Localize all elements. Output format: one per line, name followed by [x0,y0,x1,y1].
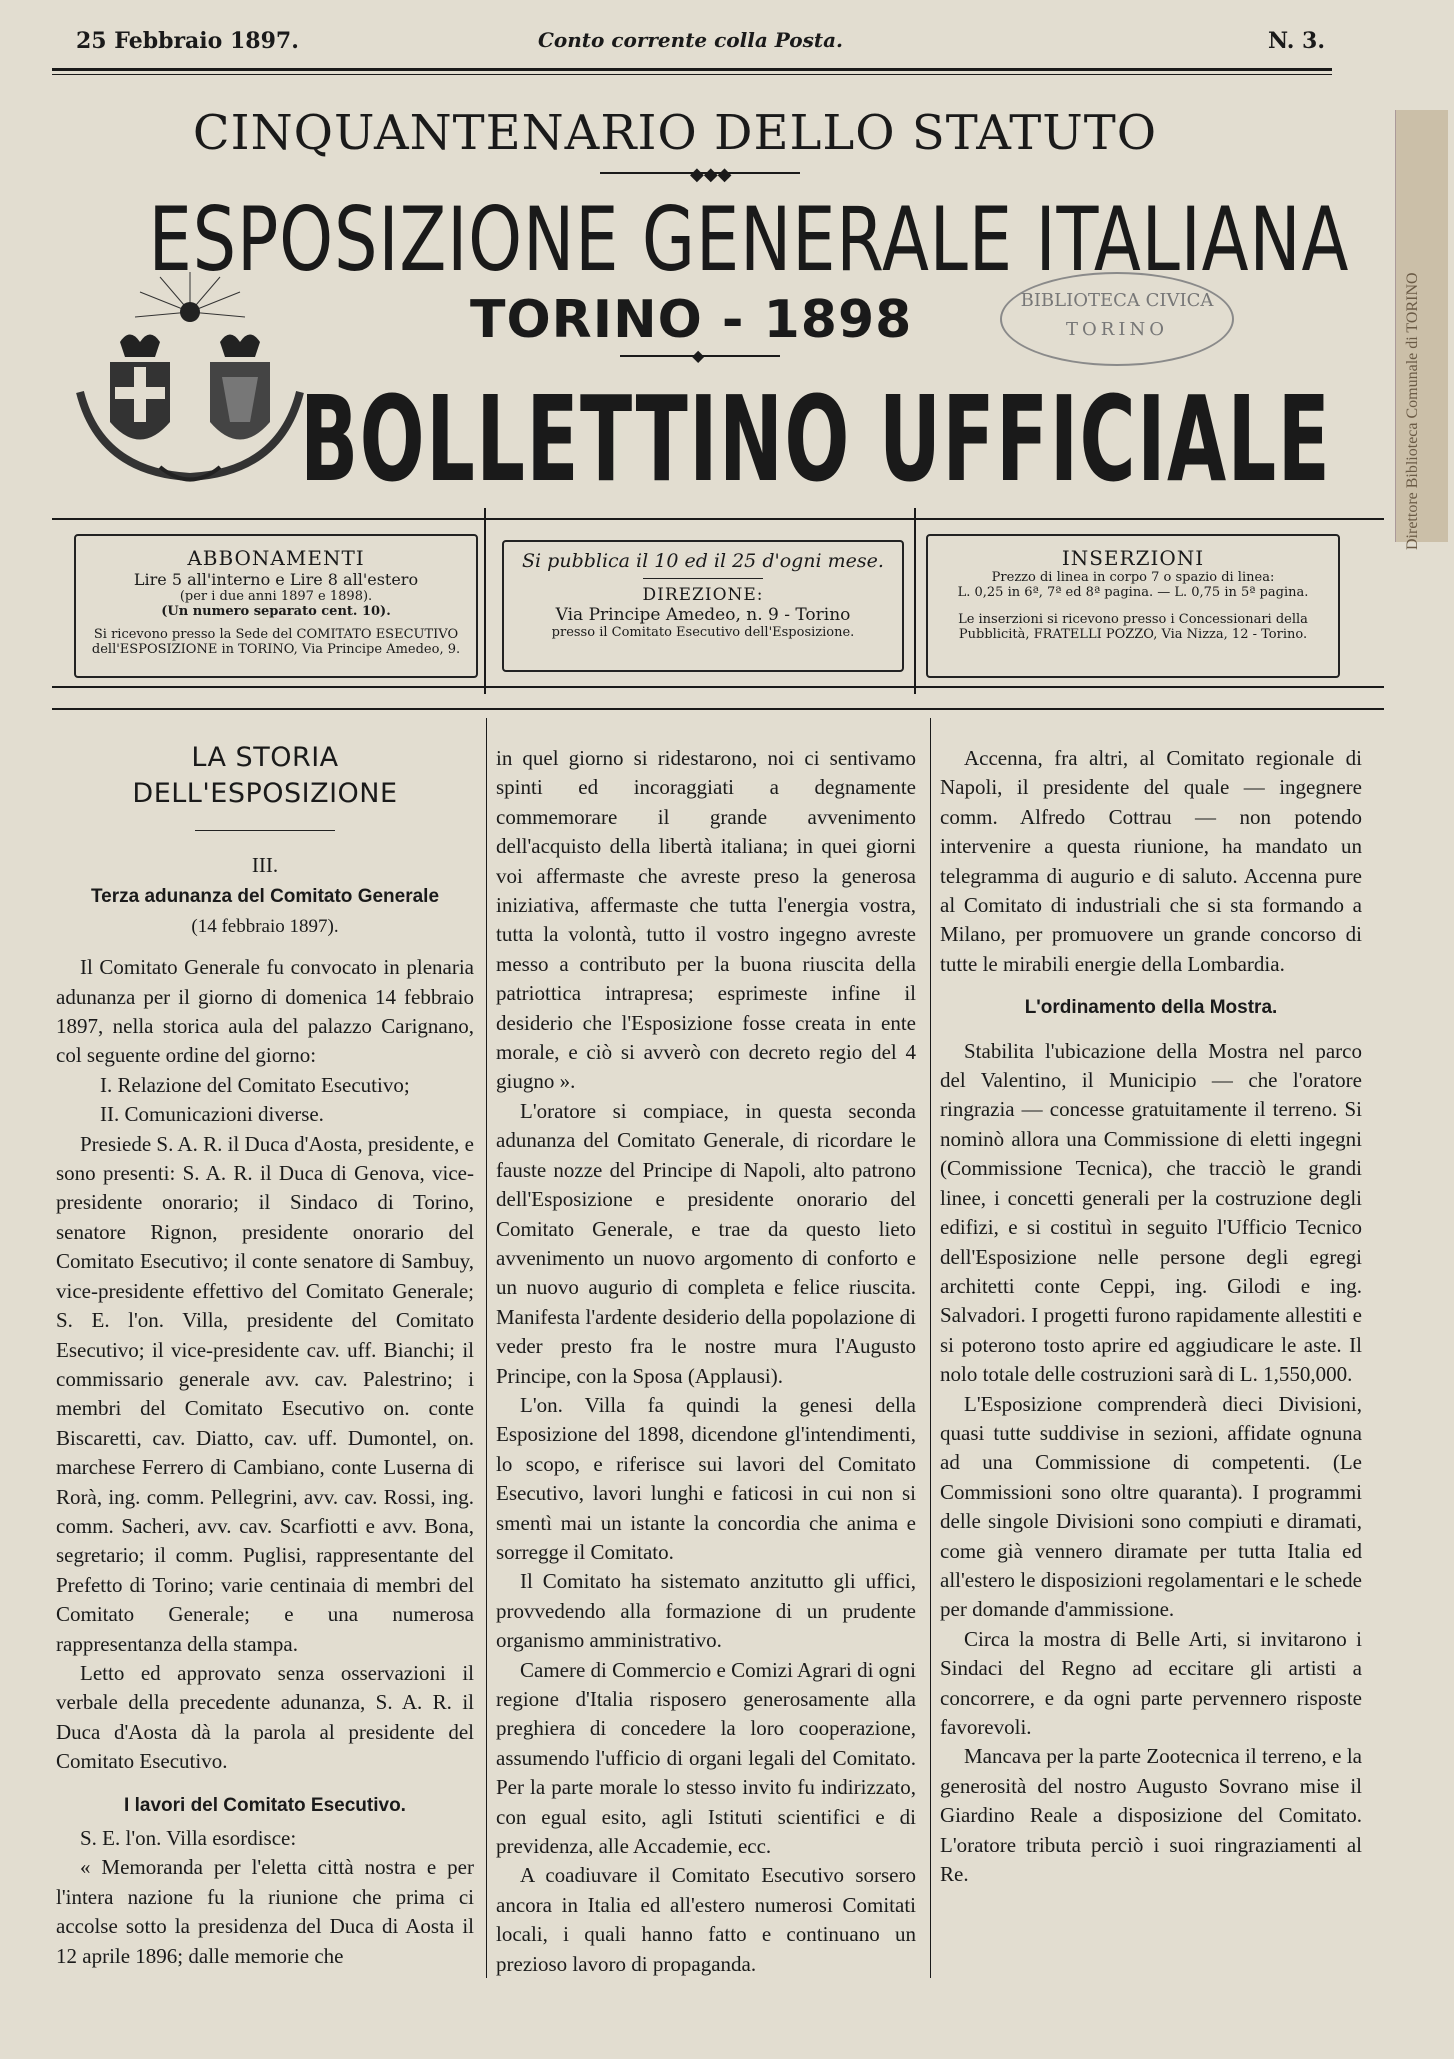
paragraph: Presiede S. A. R. il Duca d'Aosta, presidente, e sono presenti: S. A. R. il Duca di Genova, vice-presidente onorario; il Sindaco di Torino, senatore Rignon, presidente onorario del Comitato Esecutivo; il conte senatore di Sambuy, vice-presidente effettivo del Comitato Generale; S. E. l'on. Villa, presidente del Comitato Esecutivo; il vice-presidente cav. uff. Bianchi; il commissario generale avv. cav. Palestrino; i membri del Comitato Esecutivo on. conte Biscaretti, cav. Diatto, cav. uff. Dumontel, on. marchese Ferrero di Cambiano, conte Luserna di Rorà, ing. comm. Pellegrini, avv. cav. Rossi, ing. comm. Sacheri, avv. cav. Scarfiotti e avv. Bona, segretario; il comm. Puglisi, rappresentante del Prefetto di Torino; varie centinaia di membri del Comitato Generale; e una numerosa rappresentanza della stampa. [56,1131,474,1656]
exhibition-title: ESPOSIZIONE GENERALE ITALIANA [148,188,1350,291]
advertising-box [926,534,1340,678]
paragraph: Camere di Commercio e Comizi Agrari di ogni regione d'Italia risposero generosamente alla preghiera di concedere la loro cooperazione, assumendo l'ufficio di organi legali del Comitato. Per la parte morale lo stesso invito fu indirizzato, con egual esito, agli Istituti scientifici e di previdenza, alle Accademie, ecc. [496,1657,916,1859]
library-side-label [1395,110,1448,550]
anniversary-title: CINQUANTENARIO DELLO STATUTO [192,105,1158,161]
direction-address: Via Principe Amedeo, n. 9 - Torino [555,605,851,625]
publication-schedule: Si pubblica il 10 ed il 25 d'ogni mese. [522,550,884,572]
boxes-top-rule [52,518,1384,520]
advertising-title: INSERZIONI [1061,546,1205,570]
paragraph: « Memoranda per l'eletta città nostra e per l'intera nazione fu la riunione che prima ci accolse sotto la presidenza del Duca di Aosta il 12 aprile 1896; dalle memorie che [56,1855,474,1968]
top-rule-thin [52,74,1332,75]
direction-title: DIREZIONE: [642,585,764,605]
box-divider-2 [914,508,916,694]
article-part: III. [251,853,279,877]
advertising-price-note: Prezzo di linea in corpo 7 o spazio di linea: [991,570,1275,585]
city-year: TORINO - 1898 [470,290,913,350]
issue-number: N. 3. [1268,28,1325,54]
article-column-1 [56,740,474,1971]
subscription-title: ABBONAMENTI [187,546,365,570]
article-subtitle: Terza adunanza del Comitato Generale [90,886,440,908]
postal-note: Conto corrente colla Posta. [538,28,844,52]
coat-of-arms-emblem [60,272,310,502]
paragraph: Circa la mostra di Belle Arti, si invitarono i Sindaci del Regno ad eccitare gli artisti a concorrere, e da ogni parte pervennero risposte favorevoli. [940,1626,1362,1739]
paragraph: L'on. Villa fa quindi la genesi della Esposizione del 1898, dicendone gl'intendimenti, lo scopo, e riferisce sui lavori del Comitato Esecutivo, lavori lunghi e faticosi in cui non si smentì mai un istante la concordia che anima e sorregge il Comitato. [496,1392,916,1564]
article-subdate: (14 febbraio 1897). [191,915,339,937]
article-heading: LA STORIA DELL'ESPOSIZIONE [132,742,398,809]
agenda-item: I. Relazione del Comitato Esecutivo; [100,1072,410,1097]
direction-box [502,540,904,672]
section-heading: I lavori del Comitato Esecutivo. [124,1794,406,1816]
agenda-item: II. Comunicazioni diverse. [100,1102,324,1127]
paragraph: in quel giorno si ridestarono, noi ci sentivamo spinti ed incoraggiati a degnamente commemorare il grande avvenimento dell'acquisto della libertà italiana; in quei giorni voi affermaste che avreste preso la generosa iniziativa, affermaste che tutta l'energia vostra, tutta la volontà, tutto il vostro ingegno avreste messo a contributo per la buona riuscita della patriottica intrapresa; esprimeste infine il desiderio che l'Esposizione fosse creata in ente morale, e ciò si avverò con decreto regio del 4 giugno ». [496,746,916,1094]
heading-divider [195,830,335,831]
paragraph: Accenna, fra altri, al Comitato regionale di Napoli, il presidente del quale — ingegnere comm. Alfredo Cottrau — non potendo intervenire a questa riunione, ha mandato un telegramma di augurio e di saluto. Accenna pure al Comitato di industriali che si sta formando a Milano, per promuovere un grande concorso di tutte le mirabili energie della Lombardia. [940,746,1362,976]
advertising-prices: L. 0,25 in 6ª, 7ª ed 8ª pagina. — L. 0,75 in 5ª pagina. [957,585,1309,600]
direction-note: presso il Comitato Esecutivo dell'Esposizione. [551,625,855,640]
subscription-period: (per i due anni 1897 e 1898). [179,589,373,604]
article-column-3 [940,744,1362,1889]
boxes-bottom-rule [52,686,1384,688]
bulletin-title: BOLLETTINO UFFICIALE [300,370,1332,508]
advertising-agents: Le inserzioni si ricevono presso i Concessionari della [958,612,1308,627]
subscription-address: dell'ESPOSIZIONE in TORINO, Via Principe Amedeo, 9. [91,642,461,657]
paragraph: Mancava per la parte Zootecnica il terreno, e la generosità del nostro Augusto Sovrano mise il Giardino Reale a disposizione del Comitato. L'oratore tributa perciò i suoi ringraziamenti al Re. [940,1744,1362,1887]
article-column-2 [496,744,916,1979]
direction-divider [643,578,763,579]
subscription-box [74,534,478,678]
subscription-office: Si ricevono presso la Sede del COMITATO ESECUTIVO [93,627,459,642]
ornament-icon: ◆◆◆ [690,164,732,185]
side-label-1: Direttore Biblioteca Comunale di [1404,336,1421,550]
paragraph: Il Comitato ha sistemato anzitutto gli uffici, provvedendo alla formazione di un prudente organismo amministrativo. [496,1569,916,1653]
section-heading: L'ordinamento della Mostra. [1024,997,1278,1019]
paragraph: A coadiuvare il Comitato Esecutivo sorsero ancora in Italia ed all'estero numerosi Comitati locali, i quali hanno fatto e continuano un prezioso lavoro di propaganda. [496,1863,916,1976]
paragraph: S. E. l'on. Villa esordisce: [80,1826,297,1850]
column-rule-2 [930,718,931,1978]
box-divider-1 [484,508,486,694]
paragraph: Il Comitato Generale fu convocato in plenaria adunanza per il giorno di domenica 14 febbraio 1897, nella storica aula del palazzo Carignano, col seguente ordine del giorno: [56,955,474,1068]
issue-date: 25 Febbraio 1897. [76,28,299,54]
article-top-rule [52,708,1384,710]
paragraph: L'Esposizione comprenderà dieci Divisioni, quasi tutte suddivise in sezioni, affidate ognuna ad una Commissione di competenti. (Le Commissioni sono oltre quaranta). I programmi delle singole Divisioni sono compiuti e diramati, come già vennero diramate per tutta Italia ed all'estero le disposizioni regolamentari e le schede per domande d'ammissione. [940,1391,1362,1622]
paragraph: Letto ed approvato senza osservazioni il verbale della precedente adunanza, S. A. R. il Duca d'Aosta dà la parola al presidente del Comitato Esecutivo. [56,1660,474,1774]
column-rule-1 [486,718,487,1978]
diamond-icon: ◆ [692,346,705,365]
top-rule [52,68,1332,71]
library-stamp [1000,272,1234,366]
subscription-price: Lire 5 all'interno e Lire 8 all'estero [133,570,419,589]
paragraph: Stabilita l'ubicazione della Mostra nel parco del Valentino, il Municipio — che l'oratore ringrazia — concesse gratuitamente il terreno. Si nominò allora una Commissione di eletti ingegni (Commissione Tecnica), che tracciò le grandi linee, i concetti generali per la costruzione degli edifizi, e si costituì in seguito l'Ufficio Tecnico dell'Esposizione nelle persone degli egregi architetti conte Ceppi, ing. Gilodi e ing. Salvadori. I progetti furono rapidamente allestiti e si poterono tosto aprire ed aggiudicare le aste. Il nolo totale delle costruzioni sarà di L. 1,550,000. [940,1038,1362,1387]
single-copy-price: (Un numero separato cent. 10). [161,604,391,619]
paragraph: L'oratore si compiace, in questa seconda adunanza del Comitato Generale, di ricordare le fauste nozze del Principe di Napoli, alto patrono dell'Esposizione e presidente onorario del Comitato Generale, e trae da questo lieto avvenimento un nuovo argomento di conforto e un nuovo augurio di completa e felice riuscita. Manifesta l'ardente desiderio della popolazione di veder presto fra le nostre mura l'Augusto Principe, con la Sposa (Applausi). [496,1098,916,1388]
stamp-bottom-text: TORINO [1066,319,1168,340]
side-label-2: TORINO [1404,272,1421,333]
stamp-top-text: BIBLIOTECA CIVICA [1020,290,1214,311]
advertising-agent-address: Pubblicità, FRATELLI POZZO, Via Nizza, 12 - Torino. [958,627,1308,642]
